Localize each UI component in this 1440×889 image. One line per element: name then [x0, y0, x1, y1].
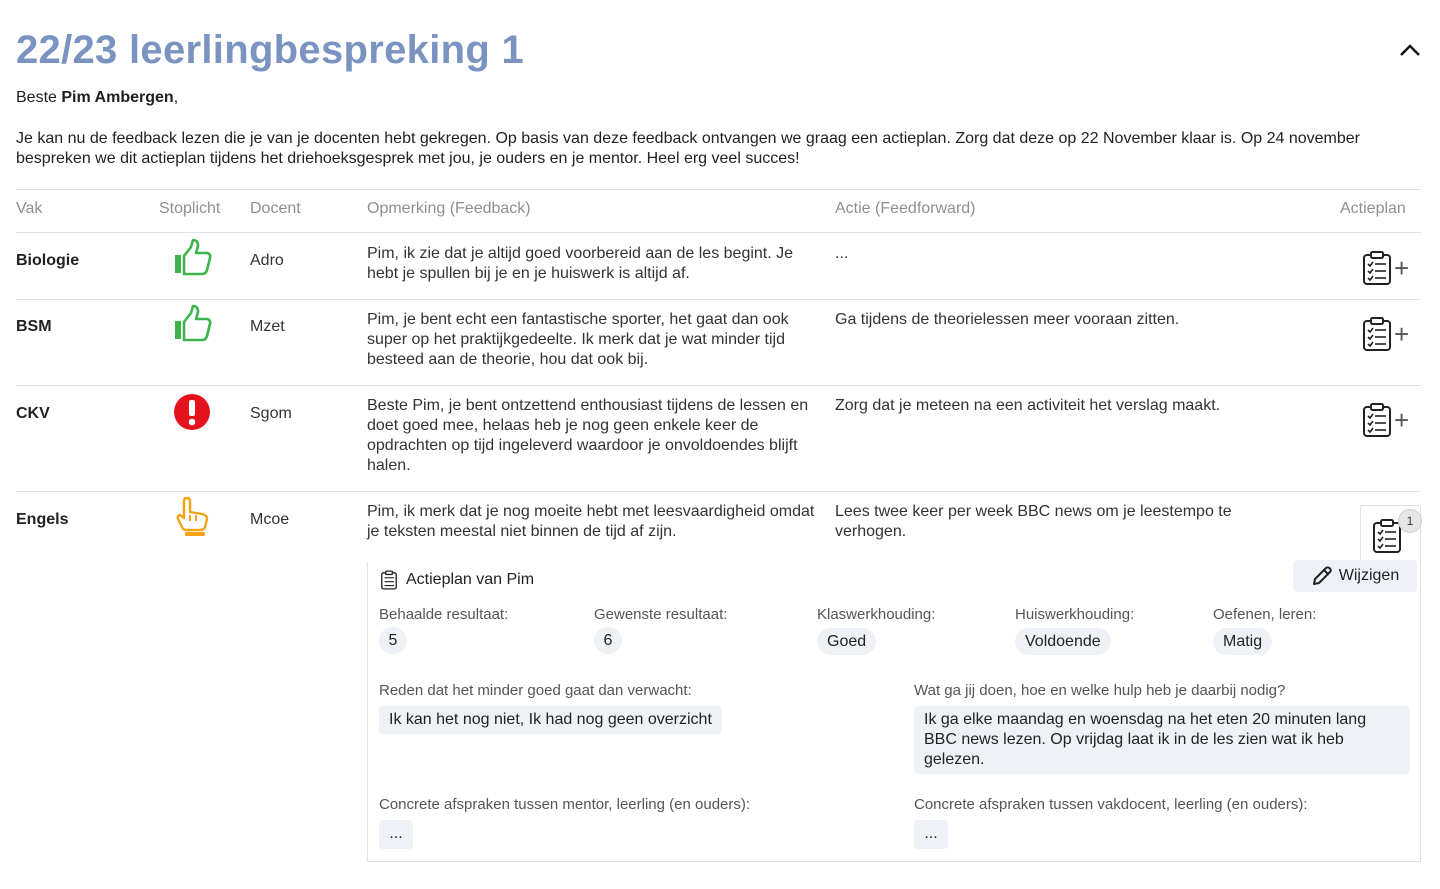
student-name: Pim Ambergen [61, 89, 174, 106]
header-actie: Actie (Feedforward) [835, 200, 976, 217]
divider [16, 232, 1421, 233]
mentor-afspraken-label: Concrete afspraken tussen mentor, leerling (en ouders): [379, 796, 751, 813]
pointing-hand-icon [172, 497, 212, 537]
hulp-label: Wat ga jij doen, hoe en welke hulp heb je daarbij nodig? [914, 682, 1286, 699]
header-stoplicht: Stoplicht [159, 200, 221, 217]
divider [16, 189, 1421, 190]
thumbs-up-icon [172, 238, 212, 278]
greeting-suffix: , [173, 89, 179, 106]
divider [16, 299, 1421, 300]
count-badge: 1 [1398, 509, 1422, 533]
table-row-subject: BSM [16, 318, 52, 335]
add-actionplan-button[interactable] [1362, 314, 1414, 354]
actionplan-title-text: Actieplan van Pim [406, 571, 535, 588]
pencil-icon [1311, 565, 1333, 587]
edit-button-label: Wijzigen [1338, 567, 1400, 584]
behaald-label: Behaalde resultaat: [379, 606, 509, 623]
clipboard-icon [1362, 316, 1392, 352]
huiswerkhouding-label: Huiswerkhouding: [1015, 606, 1135, 623]
table-row-action: Ga tijdens de theorielessen meer vooraan zitten. [835, 311, 1180, 328]
table-row-feedback: Pim, je bent echt een fantastische sporter, het gaat dan ook super op het praktijkgedeelte. Ik merk dat je wat minder tijd besteed aan de theorie, hou dat ook bij. [367, 311, 789, 368]
page-title: 22/23 leerlingbespreking 1 [16, 28, 525, 72]
table-row-teacher: Adro [250, 252, 284, 269]
table-row-feedback: Pim, ik merk dat je nog moeite hebt met leesvaardigheid omdat je teksten meestal niet binnen de tijd af zijn. [367, 503, 815, 540]
behaald-value: 5 [379, 627, 407, 654]
hulp-value: Ik ga elke maandag en woensdag na het eten 20 minuten lang BBC news lezen. Op vrijdag laat ik in de les zien wat ik heb gelezen. [914, 706, 1410, 774]
table-row-action: Zorg dat je meteen na een activiteit het verslag maakt. [835, 397, 1221, 414]
oefenen-label: Oefenen, leren: [1213, 606, 1317, 623]
mentor-afspraken-value: ... [379, 820, 413, 849]
header-opmerking: Opmerking (Feedback) [367, 200, 531, 217]
header-docent: Docent [250, 200, 301, 217]
reden-value: Ik kan het nog niet, Ik had nog geen overzicht [379, 706, 722, 734]
table-row-subject: Biologie [16, 252, 80, 269]
table-row-feedback: Pim, ik zie dat je altijd goed voorbereid aan de les begint. Je hebt je spullen bij je en je huiswerk is altijd af. [367, 245, 794, 282]
intro-text: Je kan nu de feedback lezen die je van je docenten hebt gekregen. Op basis van deze feedback ontvangen we graag een actieplan. Zorg dat deze op 22 November klaar is. Op 24 november bespreken we dit actieplan tijdens het driehoeksgesprek met jou, je ouders en je mentor. Heel erg veel succes! [16, 130, 1360, 167]
add-actionplan-button[interactable] [1362, 400, 1414, 440]
reden-label: Reden dat het minder goed gaat dan verwacht: [379, 682, 692, 699]
table-row-subject: CKV [16, 405, 50, 422]
divider [16, 385, 1421, 386]
table-row-feedback: Beste Pim, je bent ontzettend enthousiast tijdens de lessen en doet goed mee, helaas heb je nog geen enkele keer de opdrachten op tijd ingeleverd waardoor je onvoldoendes blijft halen. [367, 397, 809, 474]
header-actieplan: Actieplan [1340, 200, 1406, 217]
gewenst-value: 6 [594, 627, 622, 654]
gewenst-label: Gewenste resultaat: [594, 606, 728, 623]
klaswerkhouding-value: Goed [817, 628, 876, 655]
add-actionplan-button[interactable] [1362, 248, 1414, 288]
edit-button[interactable] [1293, 560, 1417, 592]
greeting-prefix: Beste [16, 89, 62, 106]
actionplan-title [380, 570, 534, 590]
table-row-teacher: Mzet [250, 318, 285, 335]
vakdocent-afspraken-value: ... [914, 820, 948, 849]
huiswerkhouding-value: Voldoende [1015, 628, 1111, 655]
oefenen-value: Matig [1213, 628, 1272, 655]
table-row-teacher: Mcoe [250, 511, 290, 528]
clipboard-icon [1362, 402, 1392, 438]
plus-icon: + [1394, 253, 1410, 283]
plus-icon: + [1394, 405, 1410, 435]
collapse-button[interactable] [1396, 36, 1424, 64]
greeting [16, 89, 178, 107]
table-row-action: Lees twee keer per week BBC news om je leestempo te verhogen. [835, 503, 1232, 540]
divider [16, 491, 1421, 492]
clipboard-icon [380, 570, 398, 590]
thumbs-up-icon [172, 304, 212, 344]
clipboard-icon [1362, 250, 1392, 286]
header-vak: Vak [16, 200, 43, 217]
vakdocent-afspraken-label: Concrete afspraken tussen vakdocent, leerling (en ouders): [914, 796, 1308, 813]
table-row-teacher: Sgom [250, 405, 292, 422]
table-row-subject: Engels [16, 511, 69, 528]
plus-icon: + [1394, 319, 1410, 349]
chevron-up-icon [1399, 43, 1421, 57]
table-row-action: ... [835, 245, 849, 262]
actionplan-panel [367, 562, 1421, 862]
klaswerkhouding-label: Klaswerkhouding: [817, 606, 936, 623]
exclamation-icon [172, 393, 212, 433]
actionplan-tab[interactable] [1360, 505, 1421, 563]
